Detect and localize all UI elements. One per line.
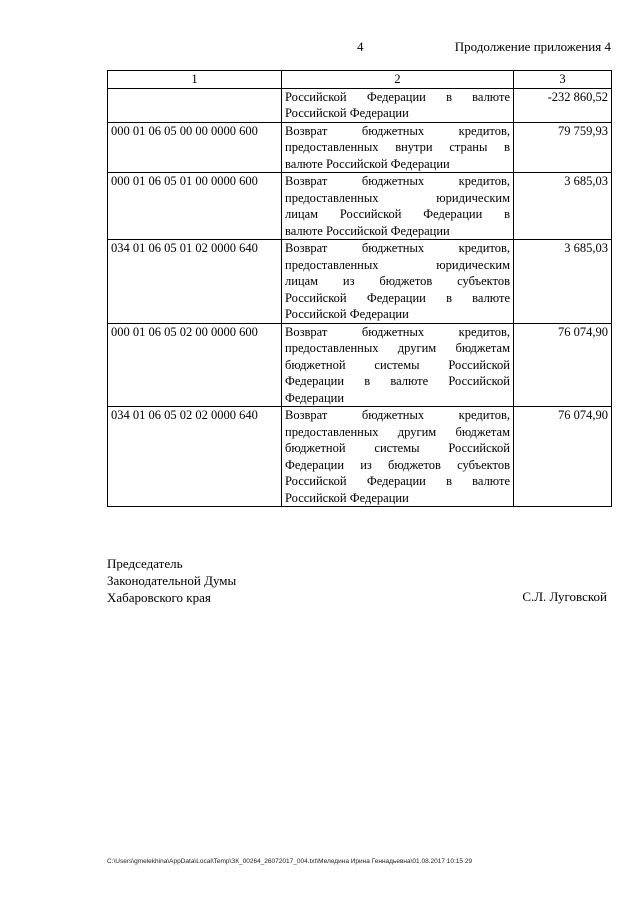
budget-code-cell: 000 01 06 05 02 00 0000 600	[108, 323, 282, 407]
budget-code-cell	[108, 88, 282, 122]
budget-code-cell: 000 01 06 05 01 00 0000 600	[108, 173, 282, 240]
description-line: Возврат бюджетных кредитов,	[285, 324, 510, 339]
amount-cell: 76 074,90	[514, 323, 612, 407]
description-line: предоставленных другим бюджетам	[285, 341, 510, 355]
description-line: Российской Федерации	[285, 307, 409, 321]
description-cell	[282, 323, 514, 407]
description-line: Федерации	[285, 390, 345, 405]
file-path-footer: C:\Users\gmelekhina\AppData\Local\Temp\ЗК_00264_26072017_004.txt\Меледина Ирина Геннадьевна\01.08.2017 10:15 29	[107, 858, 473, 865]
description-line: предоставленных внутри страны в	[285, 140, 510, 154]
description-line: бюджетной системы Российской	[285, 357, 510, 372]
table-row	[108, 240, 612, 324]
description-cell	[282, 88, 514, 122]
description-line: валюте Российской Федерации	[285, 223, 450, 238]
column-header-2: 2	[282, 71, 514, 89]
amount-cell: -232 860,52	[514, 88, 612, 122]
budget-code-cell: 034 01 06 05 02 02 0000 640	[108, 407, 282, 507]
table-row	[108, 122, 612, 173]
table-row	[108, 88, 612, 122]
signature-title-line: Председатель	[107, 556, 183, 571]
description-line: предоставленных другим бюджетам	[285, 424, 510, 439]
column-header-1: 1	[108, 71, 282, 89]
description-line: бюджетной системы Российской	[285, 441, 510, 455]
description-cell	[282, 407, 514, 507]
signature-block	[107, 555, 236, 606]
description-line: Российской Федерации в валюте	[285, 474, 510, 488]
description-line: предоставленных юридическим	[285, 190, 510, 205]
description-cell	[282, 240, 514, 324]
description-line: Российской Федерации в валюте	[285, 89, 510, 104]
description-line: Российской Федерации	[285, 106, 409, 120]
description-line: Российской Федерации	[285, 490, 409, 505]
amount-cell: 79 759,93	[514, 122, 612, 173]
budget-table	[107, 70, 612, 507]
description-line: Возврат бюджетных кредитов,	[285, 241, 510, 255]
description-line: Федерации из бюджетов субъектов	[285, 457, 510, 472]
appendix-continuation-label: Продолжение приложения 4	[454, 39, 611, 54]
signature-title-line: Хабаровского края	[107, 590, 211, 605]
column-header-3: 3	[514, 71, 612, 89]
description-line: Возврат бюджетных кредитов,	[285, 123, 510, 138]
table-row	[108, 173, 612, 240]
description-line: Федерации в валюте Российской	[285, 374, 510, 388]
description-cell	[282, 122, 514, 173]
budget-code-cell: 000 01 06 05 00 00 0000 600	[108, 122, 282, 173]
signer-name: С.Л. Луговской	[522, 589, 607, 604]
description-line: лицам Российской Федерации в	[285, 207, 510, 221]
signature-title-line: Законодательной Думы	[107, 573, 237, 588]
description-line: Российской Федерации в валюте	[285, 290, 510, 305]
page-number: 4	[357, 39, 364, 54]
description-line: Возврат бюджетных кредитов,	[285, 408, 510, 422]
description-line: лицам из бюджетов субъектов	[285, 274, 510, 288]
table-row	[108, 407, 612, 507]
budget-code-cell: 034 01 06 05 01 02 0000 640	[108, 240, 282, 324]
table-row	[108, 323, 612, 407]
amount-cell: 3 685,03	[514, 240, 612, 324]
description-line: валюте Российской Федерации	[285, 156, 450, 171]
description-cell	[282, 173, 514, 240]
description-line: предоставленных юридическим	[285, 257, 510, 272]
table-header-row	[108, 71, 612, 89]
description-line: Возврат бюджетных кредитов,	[285, 174, 510, 188]
amount-cell: 3 685,03	[514, 173, 612, 240]
amount-cell: 76 074,90	[514, 407, 612, 507]
